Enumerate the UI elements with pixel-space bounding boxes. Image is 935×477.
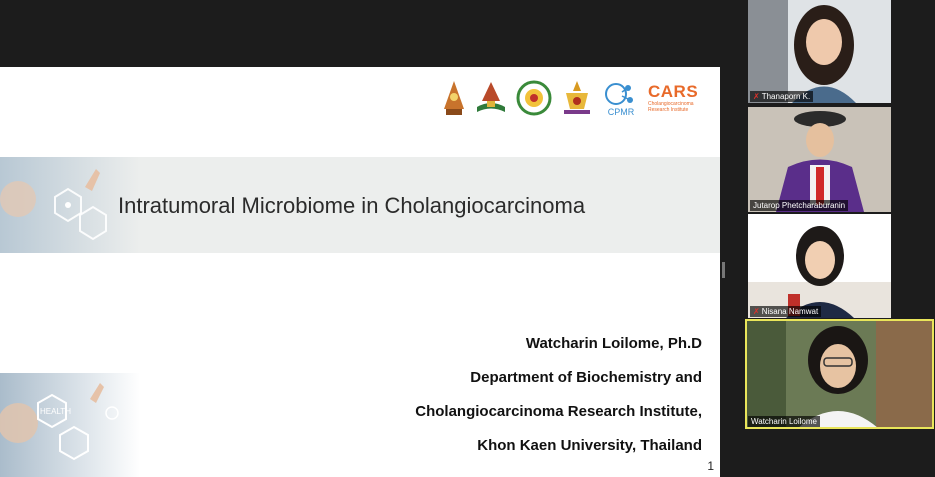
health-text: HEALTH	[40, 407, 71, 416]
participant-name: Nisana Namwat	[761, 307, 819, 316]
cars-text: CARS	[648, 82, 699, 101]
participant-name-tag	[750, 91, 813, 102]
participant-name-tag	[748, 416, 820, 427]
participant-name-tag	[750, 306, 821, 317]
participant-tile-thanaporn[interactable]	[748, 0, 891, 103]
cars-subtitle: Cholangiocarcinoma Research Institute	[648, 101, 694, 113]
participant-video	[746, 320, 933, 428]
participant-tile-jutarop[interactable]	[748, 107, 891, 212]
faculty-logo	[474, 79, 508, 117]
seal-logo	[516, 79, 552, 117]
participant-name: Jutarop Phetcharaburanin	[753, 201, 846, 210]
participant-name: Watcharin Loilome	[751, 417, 817, 426]
participant-tile-nisana[interactable]	[748, 214, 891, 318]
health-hologram-image	[0, 373, 140, 477]
mic-muted-icon: ✗	[753, 92, 760, 101]
author-institute: Cholangiocarcinoma Research Institute,	[415, 403, 702, 420]
participant-video	[748, 214, 891, 318]
author-name: Watcharin Loilome, Ph.D	[525, 335, 702, 352]
participant-name: Thanaporn K.	[761, 92, 811, 101]
author-university: Khon Kaen University, Thailand	[477, 437, 702, 454]
participant-name-tag	[750, 200, 848, 211]
shared-slide[interactable]	[0, 67, 720, 477]
royal-emblem-logo	[560, 79, 594, 117]
author-department: Department of Biochemistry and	[470, 369, 702, 386]
participant-video	[748, 107, 891, 212]
cars-logo	[648, 83, 712, 113]
cpmr-logo	[602, 80, 640, 117]
logo-strip	[442, 77, 712, 119]
cpmr-text: CPMR	[607, 106, 635, 117]
slide-title: Intratumoral Microbiome in Cholangiocarcinoma	[118, 193, 586, 218]
kku-logo	[442, 79, 466, 117]
slide-number: 1	[707, 459, 714, 473]
splitter-handle[interactable]	[722, 262, 725, 278]
participant-tile-watcharin[interactable]	[746, 320, 933, 428]
mic-muted-icon: ✗	[753, 307, 760, 316]
participant-video	[748, 0, 891, 103]
